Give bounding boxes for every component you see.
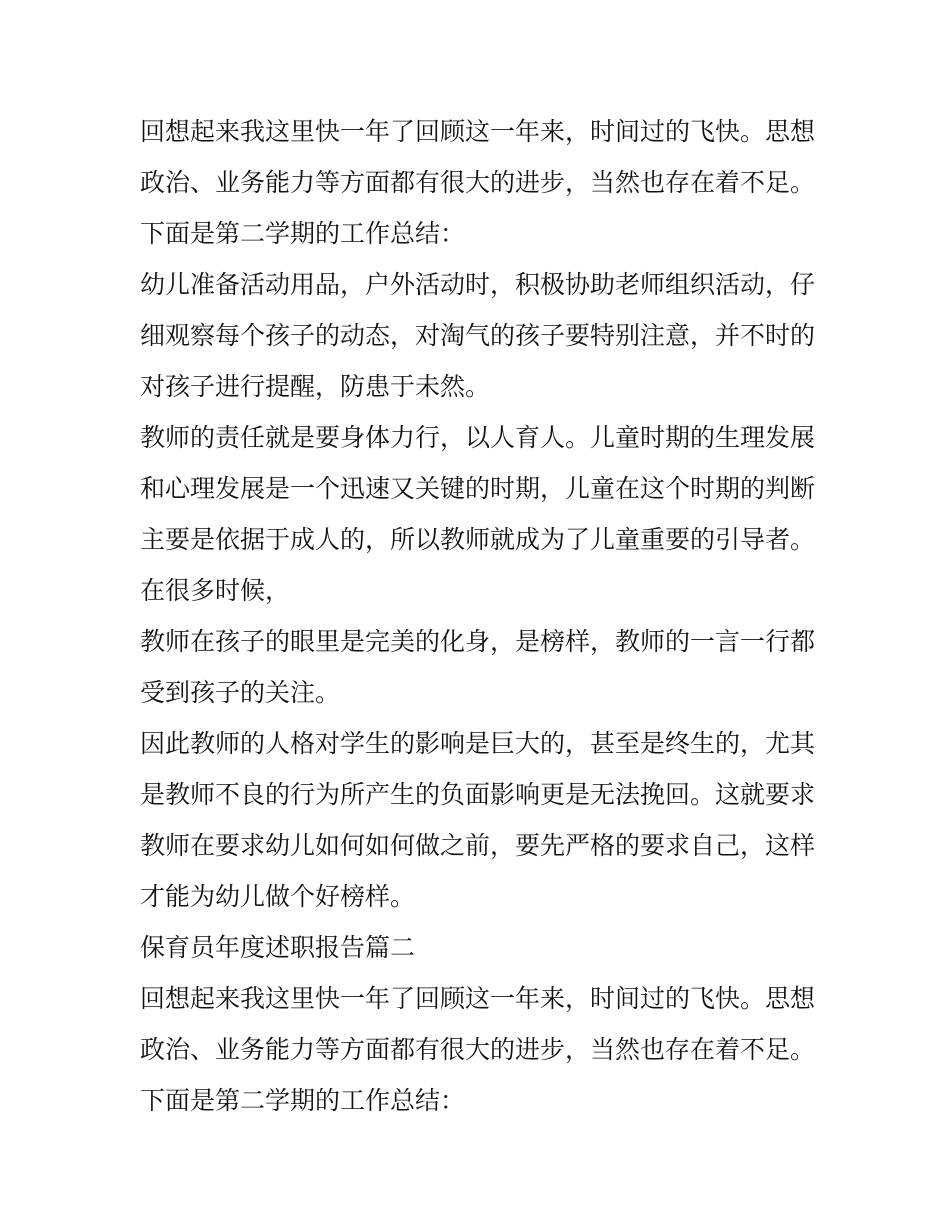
text-line: 对孩子进行提醒，防患于未然。: [140, 372, 491, 401]
text-line: 下面是第二学期的工作总结：: [140, 219, 466, 248]
text-line: 下面是第二学期的工作总结：: [140, 1086, 466, 1115]
document-body: [140, 106, 820, 1126]
text-line: 教师的责任就是要身体力行，以人育人。儿童时期的生理发展: [140, 423, 816, 452]
text-line: 教师在要求幼儿如何如何做之前，要先严格的要求自己，这样: [140, 831, 816, 860]
text-line: 因此教师的人格对学生的影响是巨大的，甚至是终生的，尤其: [140, 729, 816, 758]
text-line: 在很多时候，: [140, 576, 291, 605]
text-line: 才能为幼儿做个好榜样。: [140, 882, 416, 911]
text-line: 教师在孩子的眼里是完美的化身，是榜样，教师的一言一行都: [140, 627, 816, 656]
text-line: 政治、业务能力等方面都有很大的进步，当然也存在着不足。: [140, 1035, 816, 1064]
section-heading: 保育员年度述职报告篇二: [140, 933, 416, 962]
text-line: 主要是依据于成人的，所以教师就成为了儿童重要的引导者。: [140, 525, 816, 554]
text-line: 是教师不良的行为所产生的负面影响更是无法挽回。这就要求: [140, 780, 816, 809]
text-line: 政治、业务能力等方面都有很大的进步，当然也存在着不足。: [140, 168, 816, 197]
text-line: 回想起来我这里快一年了回顾这一年来，时间过的飞快。思想: [140, 117, 816, 146]
text-line: 回想起来我这里快一年了回顾这一年来，时间过的飞快。思想: [140, 984, 816, 1013]
text-line: 细观察每个孩子的动态，对淘气的孩子要特别注意，并不时的: [140, 321, 816, 350]
text-line: 受到孩子的关注。: [140, 678, 341, 707]
text-line: 幼儿准备活动用品，户外活动时，积极协助老师组织活动，仔: [140, 270, 816, 299]
text-line: 和心理发展是一个迅速又关键的时期，儿童在这个时期的判断: [140, 474, 816, 503]
